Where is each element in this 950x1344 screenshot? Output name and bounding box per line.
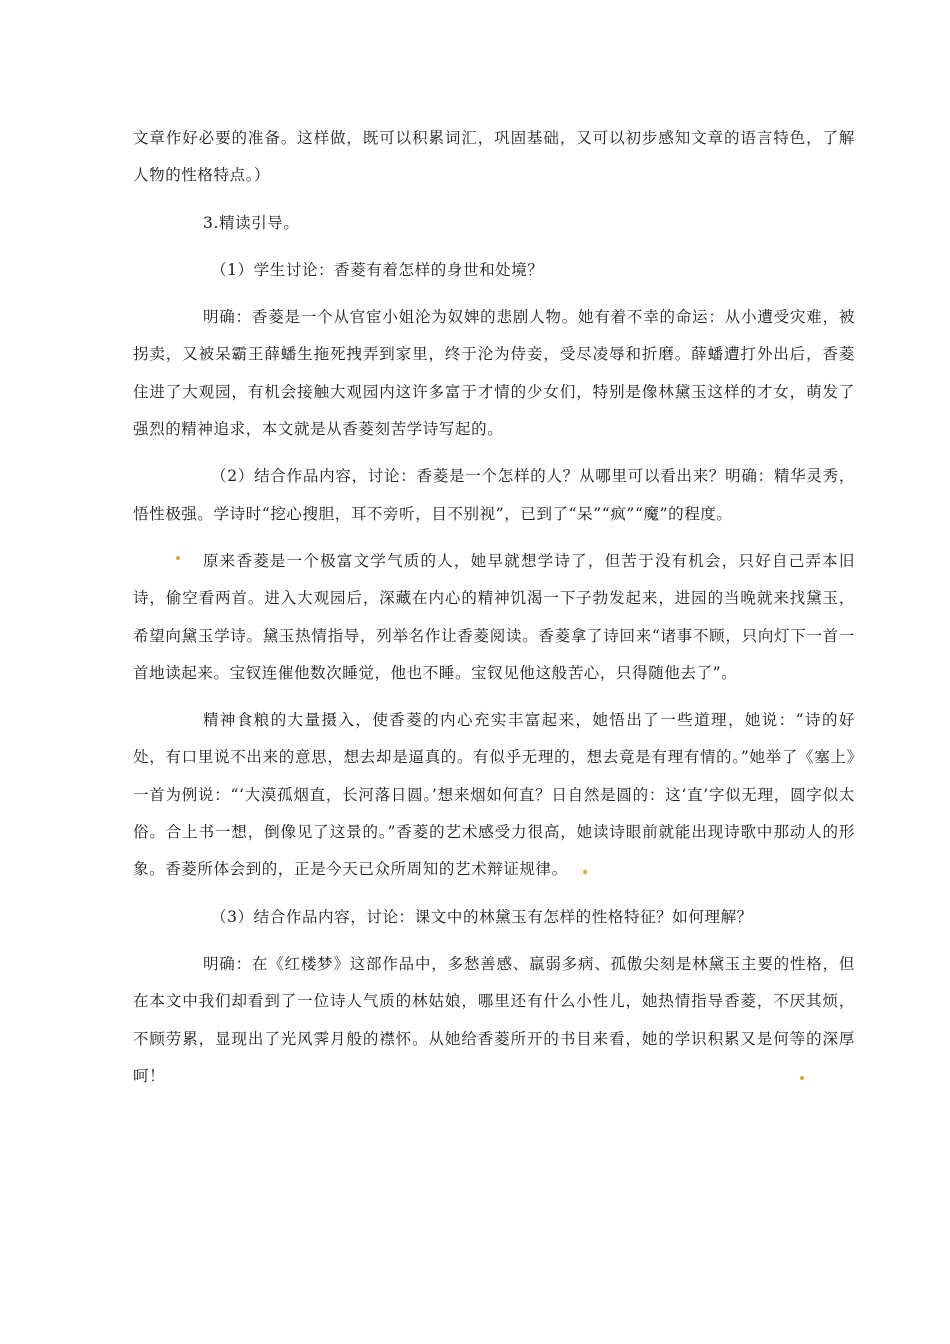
answer-paragraph-2b: 精神食粮的大量摄入，使香菱的内心充实丰富起来，她悟出了一些道理，她说：“诗的好处，有口里说不出来的意思，想去却是逼真的。有似乎无理的，想去竟是有理有情的。”她举了《塞上》一首为例说：“‘大漠孤烟直，长河落日圆。’想来烟如何直？日自然是圆的：这‘直’字似无理，圆字似太俗。合上书一想，倒像见了这景的。”香菱的艺术感受力很高，她读诗眼前就能出现诗歌中那动人的形象。香菱所体会到的，正是今天已众所周知的艺术辩证规律。 — [133, 711, 855, 879]
answer-paragraph-3: 明确：在《红楼梦》这部作品中，多愁善感、羸弱多病、孤傲尖刻是林黛玉主要的性格，但在本文中我们却看到了一位诗人气质的林姑娘，哪里还有什么小性儿，她热情指导香菱，不厌其烦，不顾劳累，显现出了光风霁月般的襟怀。从她给香菱所开的书目来看，她的学识积累又是何等的深厚呵！ — [133, 954, 855, 1085]
paragraph-prep-note: 文章作好必要的准备。这样做，既可以积累词汇，巩固基础，又可以初步感知文章的语言特色，了解人物的性格特点。） — [133, 129, 855, 185]
discussion-question-3: （3）结合作品内容，讨论：课文中的林黛玉有怎样的性格特征？如何理解？ — [211, 907, 753, 926]
section-heading-3: 3.精读引导。 — [203, 213, 300, 232]
answer-paragraph-1: 明确：香菱是一个从官宦小姐沦为奴婢的悲剧人物。她有着不幸的命运：从小遭受灾难，被拐卖，又被呆霸王薛蟠生拖死拽弄到家里，终于沦为侍妾，受尽凌辱和折磨。薛蟠遭打外出后，香菱住进了大观园，有机会接触大观园内这许多富于才情的少女们，特别是像林黛玉这样的才女，萌发了强烈的精神追求，本文就是从香菱刻苦学诗写起的。 — [133, 308, 855, 439]
annotation-mark — [800, 1076, 804, 1080]
annotation-mark — [176, 556, 180, 560]
annotation-mark — [583, 870, 587, 874]
answer-paragraph-2a: 原来香菱是一个极富文学气质的人，她早就想学诗了，但苦于没有机会，只好自己弄本旧诗，偷空看两首。进入大观园后，深藏在内心的精神饥渴一下子勃发起来，进园的当晚就来找黛玉，希望向黛玉学诗。黛玉热情指导，列举名作让香菱阅读。香菱拿了诗回来“诸事不顾，只向灯下一首一首地读起来。宝钗连催他数次睡觉，他也不睡。宝钗见他这般苦心，只得随他去了”。 — [133, 551, 855, 682]
discussion-question-1: （1）学生讨论：香菱有着怎样的身世和处境？ — [211, 260, 544, 279]
discussion-question-2: （2）结合作品内容，讨论：香菱是一个怎样的人？从哪里可以看出来？明确：精华灵秀，悟性极强。学诗时“挖心搜胆，耳不旁听，目不别视”，已到了“呆”“疯”“魔”的程度。 — [133, 467, 855, 523]
document-body — [133, 120, 855, 1105]
